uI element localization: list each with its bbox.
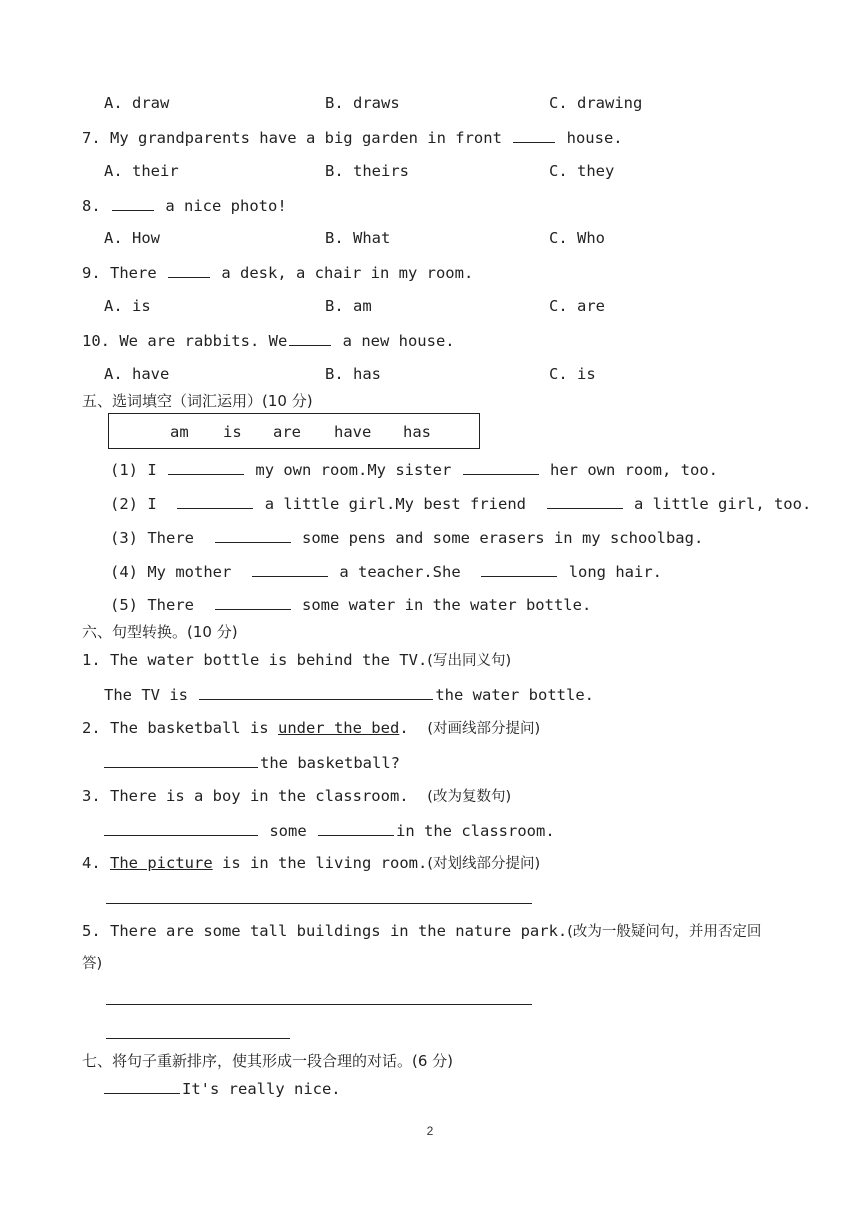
answer-blank[interactable] xyxy=(177,493,253,509)
answer-text: the water bottle. xyxy=(435,686,594,704)
word-bank-box xyxy=(108,413,480,449)
question-9 xyxy=(82,262,473,283)
fill-item-3 xyxy=(110,527,703,548)
transform-q2 xyxy=(82,718,540,739)
q-instruction: (对划线部分提问) xyxy=(427,856,541,872)
q-instruction: (改为复数句) xyxy=(427,789,512,805)
item-text: a little girl.My best friend xyxy=(264,495,526,513)
q-instruction: (对画线部分提问) xyxy=(427,721,541,737)
section-7-heading: 七、将句子重新排序，使其形成一段合理的对话。(6 分) xyxy=(82,1052,454,1070)
answer-blank[interactable] xyxy=(168,459,244,475)
answer-blank[interactable] xyxy=(318,820,394,836)
transform-q1-answer xyxy=(104,684,594,705)
q-instruction: (写出同义句) xyxy=(427,653,512,669)
answer-blank[interactable] xyxy=(513,127,555,143)
answer-blank[interactable] xyxy=(252,561,328,577)
fill-item-1 xyxy=(110,459,718,480)
item-text: some pens and some erasers in my schoolbag. xyxy=(302,529,704,547)
answer-blank[interactable] xyxy=(215,527,291,543)
answer-text: The TV is xyxy=(104,686,188,704)
dialogue-text: It's really nice. xyxy=(182,1080,341,1098)
answer-blank[interactable] xyxy=(215,594,291,610)
page-number: 2 xyxy=(426,1124,434,1138)
transform-q3-answer xyxy=(104,820,555,841)
q-instruction: (改为一般疑问句，并用否定回 xyxy=(567,924,762,940)
q-text: 3. There is a boy in the classroom. xyxy=(82,787,409,805)
q10-text: 10. We are rabbits. We xyxy=(82,332,288,350)
fill-item-5 xyxy=(110,594,591,615)
answer-blank[interactable] xyxy=(104,1078,180,1094)
transform-q4 xyxy=(82,853,540,874)
dialogue-line-1 xyxy=(104,1078,341,1099)
section-6-heading: 六、句型转换。(10 分) xyxy=(82,623,238,641)
q-text: 2. The basketball is xyxy=(82,719,269,737)
answer-blank[interactable] xyxy=(104,820,258,836)
q10-text-end: a new house. xyxy=(342,332,455,350)
q7-option-a: A. their xyxy=(104,162,179,180)
answer-line[interactable] xyxy=(106,1038,290,1039)
answer-blank[interactable] xyxy=(199,684,433,700)
fill-item-4 xyxy=(110,561,662,582)
q8-text-end: a nice photo! xyxy=(165,197,287,215)
q7-option-c: C. they xyxy=(549,162,615,180)
word-bank-item: have xyxy=(334,423,372,441)
answer-blank[interactable] xyxy=(547,493,623,509)
transform-q5-instruction-cont: 答) xyxy=(82,956,103,972)
word-bank-item: am xyxy=(170,423,189,441)
transform-q3 xyxy=(82,786,511,807)
answer-text: in the classroom. xyxy=(396,822,555,840)
q7-text: 7. My grandparents have a big garden in front xyxy=(82,129,502,147)
question-7 xyxy=(82,127,623,148)
underlined-phrase: under the bed xyxy=(277,719,400,737)
q-text: 5. There are some tall buildings in the nature park. xyxy=(82,922,568,940)
q9-option-b: B. am xyxy=(325,297,372,315)
q-text: is in the living room. xyxy=(222,854,428,872)
q-text: 4. xyxy=(82,854,101,872)
item-label: (5) There xyxy=(110,596,194,614)
transform-q2-answer xyxy=(104,752,400,773)
q9-text: 9. There xyxy=(82,264,157,282)
item-label: (1) I xyxy=(110,461,157,479)
item-text: my own room.My sister xyxy=(255,461,452,479)
q6-option-b: B. draws xyxy=(325,94,400,112)
item-text: her own room, too. xyxy=(550,461,718,479)
answer-blank[interactable] xyxy=(289,330,331,346)
word-bank-item: has xyxy=(403,423,431,441)
item-text: a little girl, too. xyxy=(634,495,812,513)
q8-option-a: A. How xyxy=(104,229,160,247)
word-bank-item: are xyxy=(273,423,301,441)
answer-line[interactable] xyxy=(106,903,532,904)
q6-option-a: A. draw xyxy=(104,94,170,112)
q-text: . xyxy=(399,719,409,737)
q9-option-c: C. are xyxy=(549,297,605,315)
answer-blank[interactable] xyxy=(463,459,539,475)
answer-blank[interactable] xyxy=(481,561,557,577)
item-label: (4) My mother xyxy=(110,563,232,581)
answer-text: some xyxy=(269,822,307,840)
item-label: (2) I xyxy=(110,495,157,513)
question-10 xyxy=(82,330,455,351)
q7-text-end: house. xyxy=(566,129,623,147)
q8-option-c: C. Who xyxy=(549,229,605,247)
question-8 xyxy=(82,195,287,216)
q10-option-b: B. has xyxy=(325,365,381,383)
q9-text-end: a desk, a chair in my room. xyxy=(221,264,474,282)
section-5-heading: 五、选词填空（词汇运用）(10 分) xyxy=(82,392,313,410)
answer-text: the basketball? xyxy=(260,754,400,772)
transform-q1 xyxy=(82,650,511,671)
item-text: a teacher.She xyxy=(339,563,461,581)
fill-item-2 xyxy=(110,493,811,514)
word-bank-item: is xyxy=(223,423,242,441)
q9-option-a: A. is xyxy=(104,297,151,315)
answer-blank[interactable] xyxy=(104,752,258,768)
item-label: (3) There xyxy=(110,529,194,547)
transform-q5 xyxy=(82,921,761,942)
answer-blank[interactable] xyxy=(168,262,210,278)
q6-option-c: C. drawing xyxy=(549,94,643,112)
item-text: long hair. xyxy=(568,563,663,581)
q8-text: 8. xyxy=(82,197,101,215)
item-text: some water in the water bottle. xyxy=(302,596,592,614)
q8-option-b: B. What xyxy=(325,229,391,247)
q10-option-a: A. have xyxy=(104,365,170,383)
q-text: 1. The water bottle is behind the TV. xyxy=(82,651,428,669)
answer-line[interactable] xyxy=(106,1004,532,1005)
q10-option-c: C. is xyxy=(549,365,596,383)
q7-option-b: B. theirs xyxy=(325,162,409,180)
underlined-phrase: The picture xyxy=(110,854,213,872)
answer-blank[interactable] xyxy=(112,195,154,211)
